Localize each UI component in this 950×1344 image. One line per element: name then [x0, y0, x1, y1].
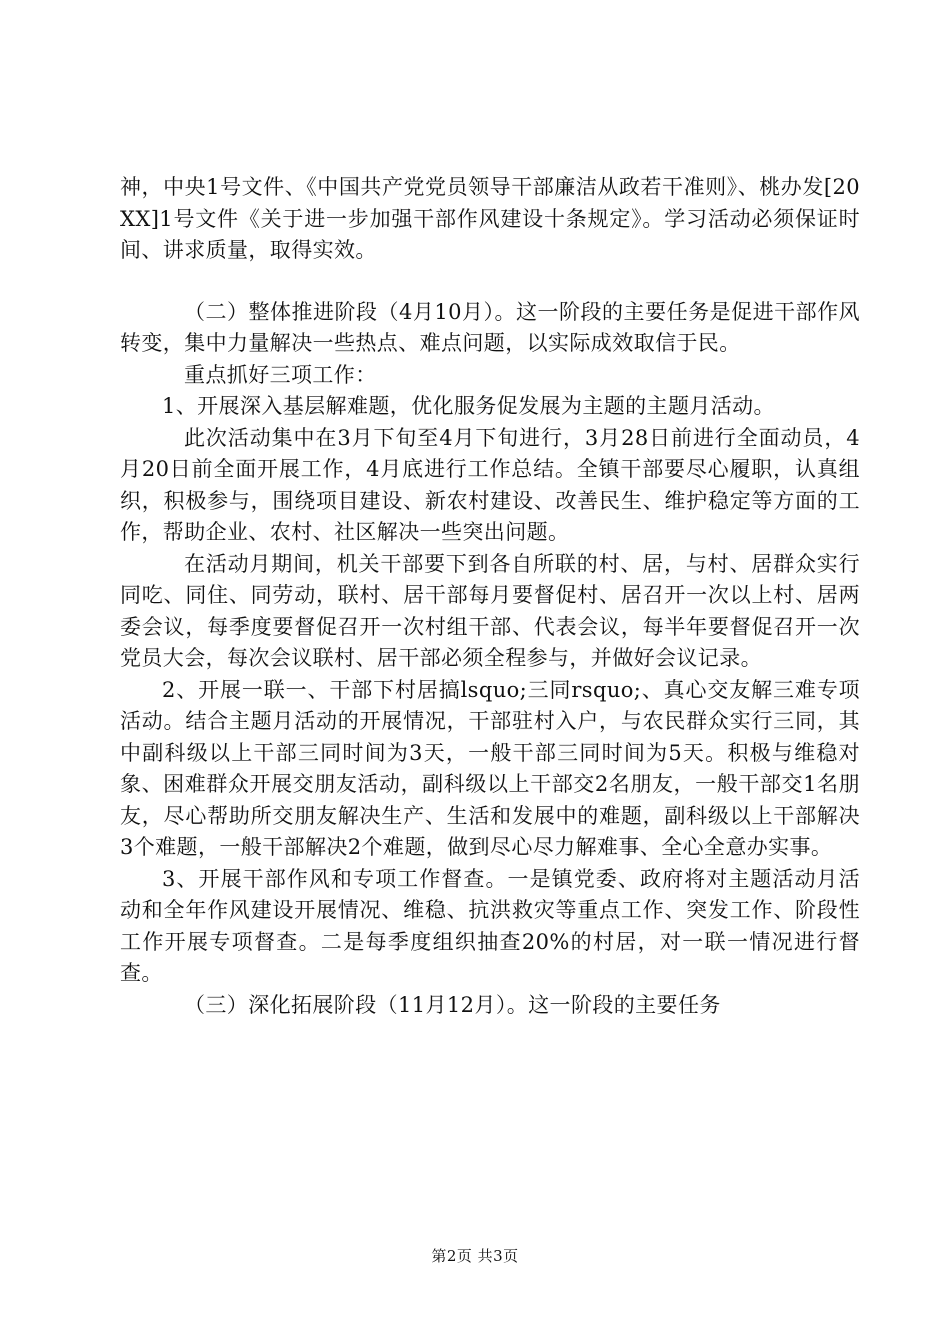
paragraph-task-three: 3、开展干部作风和专项工作督查。一是镇党委、政府将对主题活动月活动和全年作风建设开展情况、维稳、抗洪救灾等重点工作、突发工作、阶段性工作开展专项督查。二是每季度组织抽查20%的村居，对一联一情况进行督查。 — [120, 866, 860, 985]
paragraph-activity-schedule: 此次活动集中在3月下旬至4月下旬进行，3月28日前进行全面动员，4月20日前全面开展工作，4月底进行工作总结。全镇干部要尽心履职，认真组织，积极参与，围绕项目建设、新农村建设、改善民生、维护稳定等方面的工作，帮助企业、农村、社区解决一些突出问题。 — [120, 425, 860, 544]
document-body — [120, 172, 860, 1021]
paragraph-activity-month: 在活动月期间，机关干部要下到各自所联的村、居，与村、居群众实行同吃、同住、同劳动，联村、居干部每月要督促村、居召开一次以上村、居两委会议，每季度要督促召开一次村组干部、代表会议，每半年要督促召开一次党员大会，每次会议联村、居干部必须全程参与，并做好会议记录。 — [120, 551, 860, 670]
paragraph-task-one: 1、开展深入基层解难题，优化服务促发展为主题的主题月活动。 — [162, 394, 775, 418]
paragraph-three-tasks-intro: 重点抓好三项工作： — [184, 362, 377, 387]
paragraph-task-two: 2、开展一联一、干部下村居搞lsquo;三同rsquo;、真心交友解三难专项活动。结合主题月活动的开展情况，干部驻村入户，与农民群众实行三同，其中副科级以上干部三同时间为3天，一般干部三同时间为5天。积极与维稳对象、困难群众开展交朋友活动，副科级以上干部交2名朋友，一般干部交1名朋友，尽心帮助所交朋友解决生产、生活和发展中的难题，副科级以上干部解决3个难题，一般干部解决2个难题，做到尽心尽力解难事、全心全意办实事。 — [120, 677, 860, 859]
page-number-footer: 第2页 共3页 — [431, 1247, 519, 1265]
paragraph-phase-three-heading: （三）深化拓展阶段（11月12月）。这一阶段的主要任务 — [184, 992, 721, 1017]
paragraph-study-requirements: 神，中央1号文件、《中国共产党党员领导干部廉洁从政若干准则》、桃办发[20XX]1号文件《关于进一步加强干部作风建设十条规定》。学习活动必须保证时间、讲求质量，取得实效。 — [120, 175, 860, 262]
paragraph-phase-two-heading: （二）整体推进阶段（4月10月）。这一阶段的主要任务是促进干部作风转变，集中力量解决一些热点、难点问题，以实际成效取信于民。 — [120, 299, 860, 355]
